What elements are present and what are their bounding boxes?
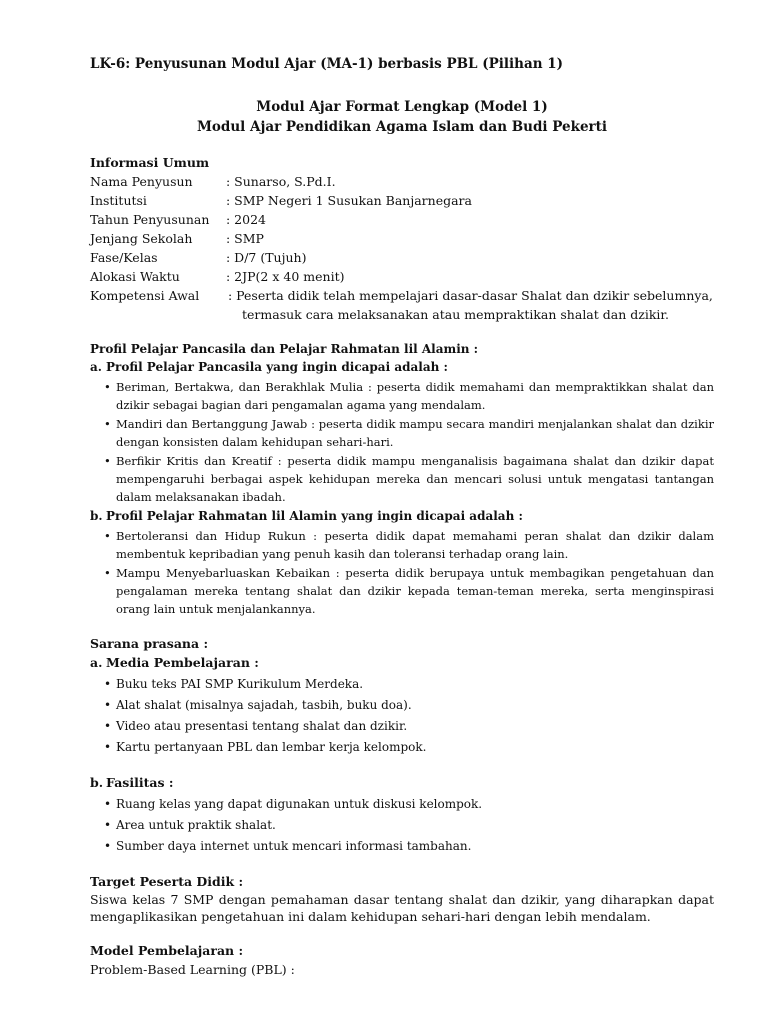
sarana-heading: Sarana prasana :	[90, 636, 209, 651]
info-rows	[90, 172, 714, 324]
list-item: • Area untuk praktik shalat.	[116, 815, 714, 835]
list-item: • Mampu Menyebarluaskan Kebaikan : peserta didik berupaya untuk membagikan pengetahuan dan pengalaman mereka tentang shalat dan dzikir kepada teman-teman mereka, serta menginspirasi orang lain untuk menjalankannya.	[116, 564, 714, 618]
profil-rahmatan-label: Profil Pelajar Rahmatan lil Alamin yang ingin dicapai adalah :	[106, 509, 523, 523]
info-label: Alokasi Waktu	[90, 269, 180, 284]
list-marker: a.	[90, 655, 103, 670]
kompetensi-awal-value: : Peserta didik telah mempelajari dasar-dasar Shalat dan dzikir sebelumnya,	[228, 288, 713, 303]
info-label: Nama Penyusun	[90, 174, 193, 189]
media-list	[90, 674, 714, 757]
lk-title: LK-6: Penyusunan Modul Ajar (MA-1) berbasis PBL (Pilihan 1)	[90, 56, 564, 72]
target-text: Siswa kelas 7 SMP dengan pemahaman dasar tentang shalat dan dzikir, yang diharapkan dapat mengaplikasikan pengetahuan ini dalam kehidupan sehari-hari dengan lebih mendalam.	[90, 892, 714, 924]
title-line-2: Modul Ajar Pendidikan Agama Islam dan Budi Pekerti	[196, 119, 608, 135]
informasi-umum-heading: Informasi Umum	[90, 155, 210, 170]
info-label: Institutsi	[90, 193, 147, 208]
list-item: • Ruang kelas yang dapat digunakan untuk diskusi kelompok.	[116, 794, 714, 814]
profil-pancasila-list	[90, 378, 714, 506]
info-value: : Sunarso, S.Pd.I.	[226, 174, 336, 189]
fasilitas-label: Fasilitas :	[106, 775, 174, 790]
sarana-section	[90, 634, 714, 856]
profil-pancasila-title	[90, 358, 714, 376]
model-text: Problem-Based Learning (PBL) :	[90, 962, 295, 977]
info-row	[90, 172, 714, 191]
profil-rahmatan-title	[90, 507, 714, 525]
profil-heading: Profil Pelajar Pancasila dan Pelajar Rahmatan lil Alamin :	[90, 342, 479, 356]
informasi-umum-section	[90, 153, 714, 324]
fasilitas-title	[90, 773, 714, 792]
list-item: • Buku teks PAI SMP Kurikulum Merdeka.	[116, 674, 714, 694]
target-section	[90, 872, 714, 925]
model-section	[90, 941, 714, 979]
list-marker: b.	[90, 775, 104, 790]
list-marker: b.	[90, 509, 103, 523]
list-item: • Kartu pertanyaan PBL dan lembar kerja kelompok.	[116, 737, 714, 757]
info-value: : 2024	[226, 212, 266, 227]
info-value: : 2JP(2 x 40 menit)	[226, 269, 345, 284]
media-label: Media Pembelajaran :	[106, 655, 259, 670]
list-item: • Beriman, Bertakwa, dan Berakhlak Mulia : peserta didik memahami dan mempraktikkan shalat dan dzikir sebagai bagian dari pengamalan agama yang mendalam.	[116, 378, 714, 414]
list-item: • Sumber daya internet untuk mencari informasi tambahan.	[116, 836, 714, 856]
list-item: • Bertoleransi dan Hidup Rukun : peserta didik dapat memahami peran shalat dan dzikir dalam membentuk kepribadian yang penuh kasih dan toleransi terhadap orang lain.	[116, 527, 714, 563]
info-row	[90, 248, 714, 267]
info-row	[90, 267, 714, 286]
document-titles	[90, 97, 714, 137]
fasilitas-list	[90, 794, 714, 856]
kompetensi-awal-row	[90, 286, 714, 305]
info-value: : D/7 (Tujuh)	[226, 250, 307, 265]
model-heading: Model Pembelajaran :	[90, 943, 244, 958]
info-label: Tahun Penyusunan	[90, 212, 210, 227]
list-item: • Berfikir Kritis dan Kreatif : peserta didik mampu menganalisis bagaimana shalat dan dzikir dapat mempengaruhi berbagai aspek kehidupan mereka dan mencari solusi untuk mengatasi tantangan dalam melaksanakan ibadah.	[116, 452, 714, 506]
kompetensi-awal-continuation: termasuk cara melaksanakan atau mempraktikan shalat dan dzikir.	[242, 307, 669, 322]
media-title	[90, 653, 714, 672]
list-marker: a.	[90, 360, 102, 374]
list-item: • Alat shalat (misalnya sajadah, tasbih, buku doa).	[116, 695, 714, 715]
info-row	[90, 191, 714, 210]
target-heading: Target Peserta Didik :	[90, 874, 244, 889]
list-item: • Mandiri dan Bertanggung Jawab : peserta didik mampu secara mandiri menjalankan shalat dan dzikir dengan konsisten dalam kehidupan sehari-hari.	[116, 415, 714, 451]
info-label: Fase/Kelas	[90, 250, 158, 265]
info-value: : SMP Negeri 1 Susukan Banjarnegara	[226, 193, 472, 208]
info-row	[90, 210, 714, 229]
kompetensi-awal-label: Kompetensi Awal	[90, 288, 200, 303]
profil-section	[90, 340, 714, 618]
profil-rahmatan-list	[90, 527, 714, 618]
profil-pancasila-label: Profil Pelajar Pancasila yang ingin dicapai adalah :	[106, 360, 448, 374]
title-line-1: Modul Ajar Format Lengkap (Model 1)	[256, 99, 548, 115]
info-row	[90, 229, 714, 248]
info-label: Jenjang Sekolah	[90, 231, 193, 246]
list-item: • Video atau presentasi tentang shalat dan dzikir.	[116, 716, 714, 736]
info-value: : SMP	[226, 231, 264, 246]
